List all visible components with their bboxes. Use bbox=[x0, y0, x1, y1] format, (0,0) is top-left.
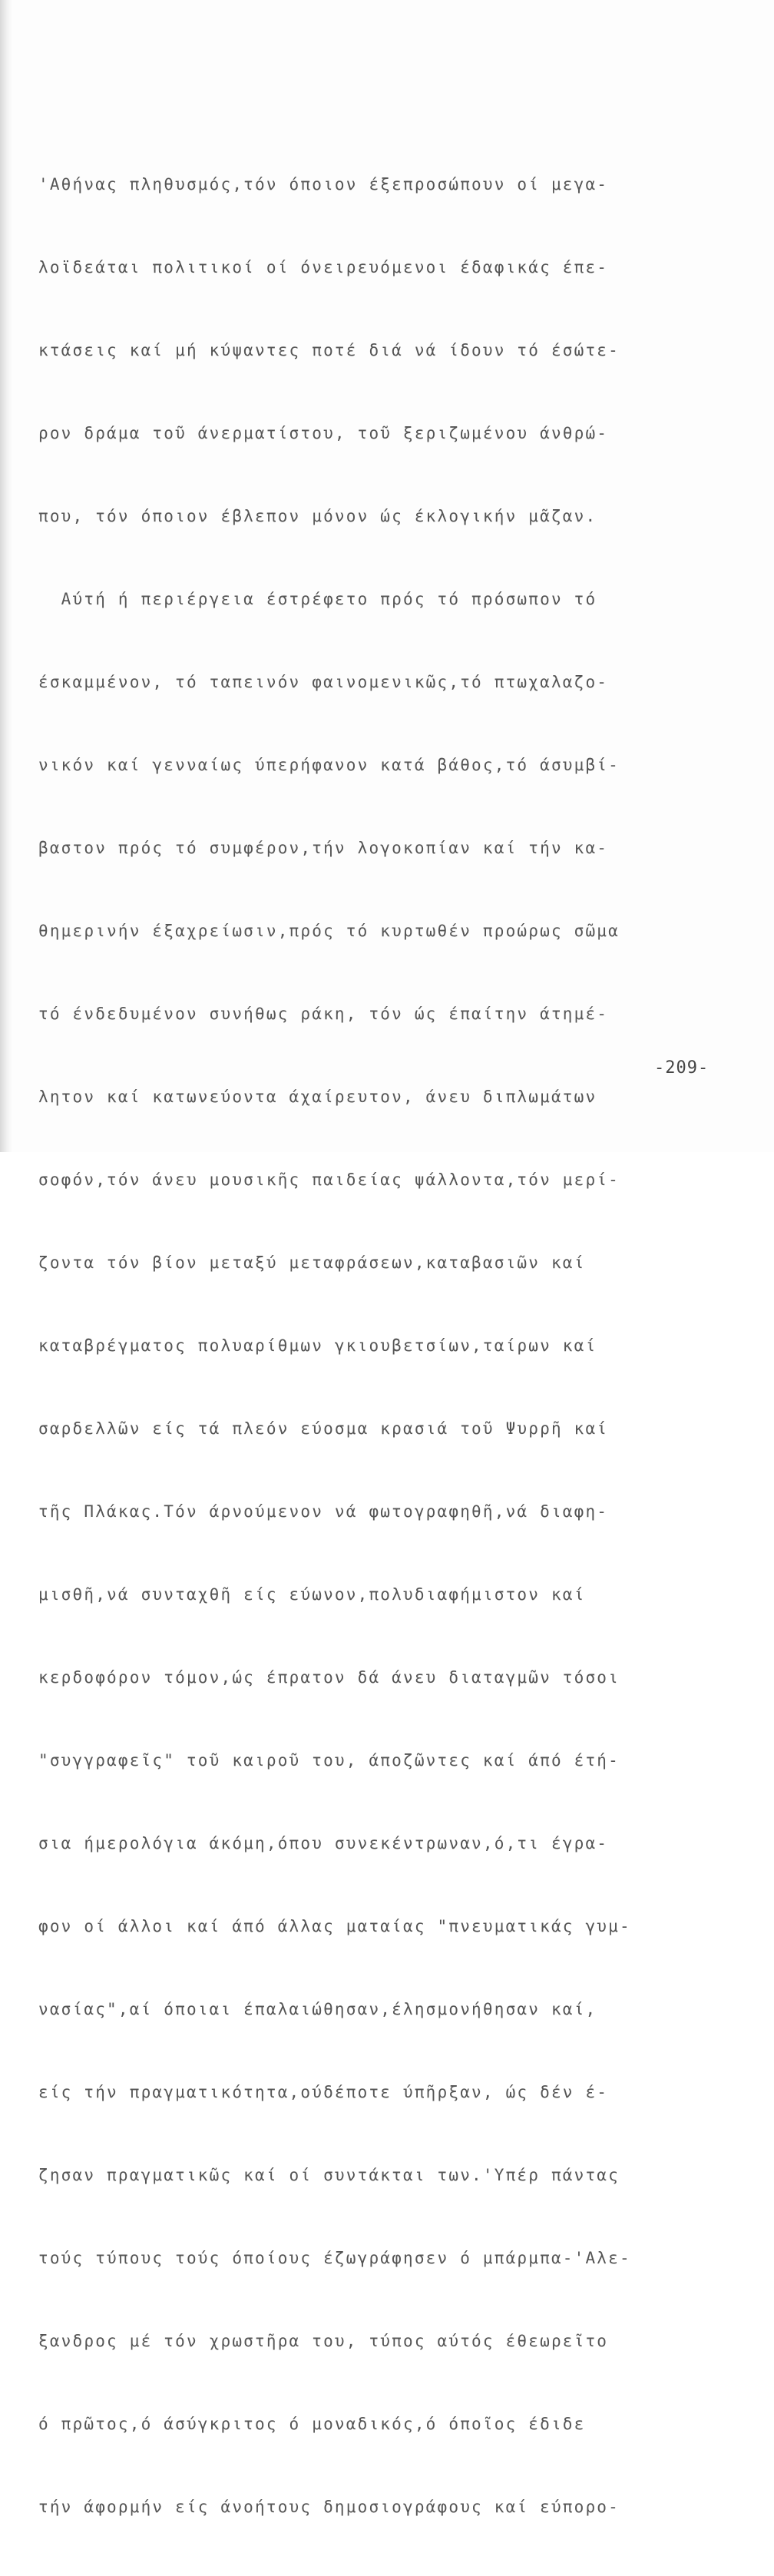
text-line-14: ζοντα τόν βίον μεταξύ μεταφράσεων,καταβασιῶν καί bbox=[38, 1253, 586, 1272]
text-line-11: τό ένδεδυμένον συνήθως ράκη, τόν ώς έπαίτην άτημέ- bbox=[38, 1005, 609, 1023]
text-line-28: ό πρῶτος,ό άσύγκριτος ό μοναδικός,ό όποῖος έδιδε bbox=[38, 2415, 586, 2433]
text-line-15: καταβρέγματος πολυαρίθμων γκιουβετσίων,ταίρων καί bbox=[38, 1336, 597, 1355]
text-line-8: νικόν καί γενναίως ύπερήφανον κατά βάθος,τό άσυμβί- bbox=[38, 756, 620, 774]
page-number: -209- bbox=[654, 1058, 710, 1078]
text-line-29: τήν άφορμήν είς άνοήτους δημοσιογράφους καί εύπορο- bbox=[38, 2498, 620, 2516]
text-line-23: νασίας",αί όποιαι έπαλαιώθησαν,έλησμονήθησαν καί, bbox=[38, 2000, 597, 2018]
text-line-1: 'Αθήνας πληθυσμός,τόν όποιον έξεπροσώπουν οί μεγα- bbox=[38, 175, 609, 194]
text-line-7: έσκαμμένον, τό ταπεινόν φαινομενικῶς,τό πτωχαλαζο- bbox=[38, 673, 609, 691]
text-line-27: ξανδρος μέ τόν χρωστῆρα του, τύπος αύτός έθεωρεῖτο bbox=[38, 2332, 609, 2350]
text-line-4: ρον δράμα τοῦ άνερματίστου, τοῦ ξεριζωμένου άνθρώ- bbox=[38, 424, 609, 442]
text-line-26: τούς τύπους τούς όποίους έζωγράφησεν ό μπάρμπα-'Αλε- bbox=[38, 2249, 631, 2267]
binding-edge-shadow bbox=[0, 0, 12, 1152]
text-line-18: μισθῆ,νά συνταχθῆ είς εύωνον,πολυδιαφήμιστον καί bbox=[38, 1585, 586, 1604]
text-line-22: φον οί άλλοι καί άπό άλλας ματαίας "πνευματικάς γυμ- bbox=[38, 1917, 631, 1935]
text-line-5: που, τόν όποιον έβλεπον μόνον ώς έκλογικήν μᾶζαν. bbox=[38, 507, 597, 525]
text-line-20: "συγγραφεῖς" τοῦ καιροῦ του, άποζῶντες καί άπό έτή- bbox=[38, 1751, 620, 1770]
text-line-13: σοφόν,τόν άνευ μουσικῆς παιδείας ψάλλοντα,τόν μερί- bbox=[38, 1170, 620, 1189]
text-line-25: ζησαν πραγματικῶς καί οί συντάκται των.'Υπέρ πάντας bbox=[38, 2166, 620, 2184]
text-line-16: σαρδελλῶν είς τά πλεόν εύοσμα κρασιά τοῦ Ψυρρῆ καί bbox=[38, 1419, 609, 1438]
text-line-6: Αύτή ή περιέργεια έστρέφετο πρός τό πρόσωπον τό bbox=[38, 590, 597, 608]
text-line-12: λητον καί κατωνεύοντα άχαίρευτον, άνευ διπλωμάτων bbox=[38, 1088, 597, 1106]
text-line-24: είς τήν πραγματικότητα,ούδέποτε ύπῆρξαν, ώς δέν έ- bbox=[38, 2083, 609, 2101]
text-line-3: κτάσεις καί μή κύψαντες ποτέ διά νά ίδουν τό έσώτε- bbox=[38, 341, 620, 359]
text-line-21: σια ήμερολόγια άκόμη,όπου συνεκέντρωναν,ό,τι έγρα- bbox=[38, 1834, 609, 1853]
text-line-17: τῆς Πλάκας.Τόν άρνούμενον νά φωτογραφηθῆ,νά διαφη- bbox=[38, 1502, 609, 1521]
text-line-19: κερδοφόρον τόμον,ώς έπρατον δά άνευ διαταγμῶν τόσοι bbox=[38, 1668, 620, 1687]
text-line-2: λοϊδεάται πολιτικοί οί όνειρευόμενοι έδαφικάς έπε- bbox=[38, 258, 609, 276]
text-line-9: βαστον πρός τό συμφέρον,τήν λογοκοπίαν καί τήν κα- bbox=[38, 839, 609, 857]
typewritten-text-block bbox=[38, 115, 722, 2576]
text-line-10: θημερινήν έξαχρείωσιν,πρός τό κυρτωθέν προώρως σῶμα bbox=[38, 922, 620, 940]
